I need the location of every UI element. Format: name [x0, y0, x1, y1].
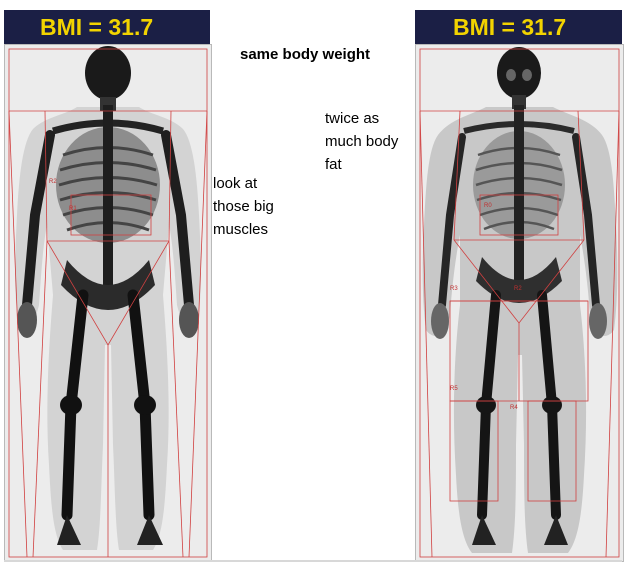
left-skeleton-figure [5, 45, 211, 561]
note-twice-body-fat: twice as much body fat [325, 110, 399, 173]
right-region-label-r2: R2 [514, 286, 522, 292]
note-same-body-weight: same body weight [240, 46, 371, 63]
right-skull [497, 47, 541, 99]
right-region-label-r3: R3 [450, 286, 458, 292]
bottom-divider [4, 560, 622, 562]
left-region-label-1: R2 [49, 179, 57, 185]
left-spine [103, 105, 113, 290]
right-region-label-r0: R0 [484, 203, 492, 209]
right-bmi-title: BMI = 31.7 [453, 14, 567, 40]
left-bmi-title: BMI = 31.7 [40, 14, 154, 40]
right-region-label-r5: R5 [450, 386, 458, 392]
right-dexa-scan-image [415, 44, 624, 562]
right-region-label-r4: R4 [510, 405, 518, 411]
left-skull [85, 46, 131, 100]
left-region-label-2: R1 [69, 206, 77, 212]
left-dexa-scan-image [4, 44, 212, 562]
left-title-bar [4, 10, 210, 44]
right-skeleton-figure [416, 45, 623, 561]
right-title-bar [415, 10, 622, 44]
note-big-muscles: look at those big muscles [213, 175, 274, 238]
